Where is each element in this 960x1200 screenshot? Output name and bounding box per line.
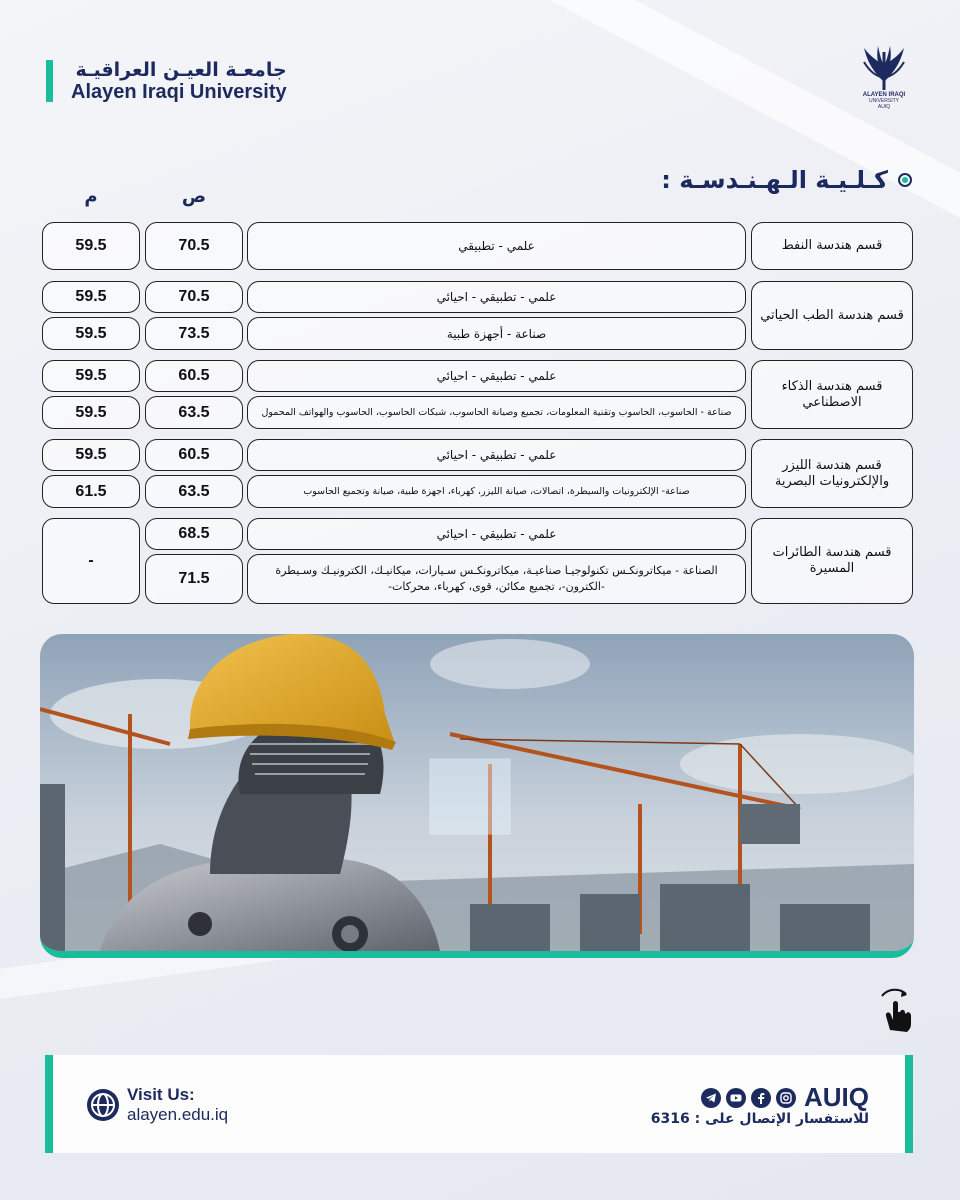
contact-number: للاستفسار الإتصال على : 6316 — [650, 1111, 869, 1127]
admission-track: صناعة - أجهزة طبية — [247, 317, 746, 350]
globe-icon — [86, 1088, 120, 1126]
morning-score: 63.5 — [145, 475, 243, 508]
evening-score: 59.5 — [42, 281, 140, 313]
logo-caption: AUIQ — [877, 104, 891, 110]
evening-score: 59.5 — [42, 360, 140, 392]
admission-track: صناعة - الحاسوب، الحاسوب وتقنية المعلومات، تجميع وصيانة الحاسوب، شبكات الحاسوب، الحاسوب والهواتف المحمول — [247, 396, 746, 429]
logo-caption: ALAYEN IRAQI — [862, 92, 906, 98]
admission-track: علمي - تطبيقي - احيائي — [247, 281, 746, 313]
university-logo — [852, 42, 916, 122]
evening-score: - — [42, 518, 140, 604]
engineering-robot-illustration — [40, 634, 914, 958]
evening-score: 59.5 — [42, 317, 140, 350]
section-title — [661, 166, 912, 194]
bullet-icon — [898, 173, 912, 187]
morning-score: 60.5 — [145, 360, 243, 392]
admission-track: علمي - تطبيقي - احيائي — [247, 518, 746, 550]
morning-column-header: ص — [181, 186, 207, 207]
admission-track: صناعة- الإلكترونيات والسيطرة، اتصالات، صيانة الليزر، كهرباء، اجهزة طبية، صيانة وتجميع الحاسوب — [247, 475, 746, 508]
admission-track: علمي - تطبيقي — [247, 222, 746, 270]
website-link[interactable] — [127, 1085, 228, 1125]
college-title: كـلـيـة الـهـنـدسـة : — [661, 166, 888, 194]
morning-score: 60.5 — [145, 439, 243, 471]
morning-score: 70.5 — [145, 222, 243, 270]
logo-caption: UNIVERSITY — [868, 98, 899, 104]
university-brand — [46, 60, 287, 102]
department-name: قسم هندسة الليزر والإلكترونيات البصرية — [751, 439, 913, 508]
evening-column-header: م — [84, 186, 98, 207]
morning-score: 63.5 — [145, 396, 243, 429]
telegram-icon[interactable] — [701, 1088, 721, 1108]
swipe-hand-icon — [876, 986, 916, 1038]
brand-name-english: Alayen Iraqi University — [71, 81, 287, 103]
instagram-icon[interactable] — [776, 1088, 796, 1108]
website-url[interactable]: alayen.edu.iq — [127, 1105, 229, 1124]
footer-brand: AUIQ — [804, 1082, 869, 1112]
footer-bar — [45, 1055, 913, 1153]
morning-score: 71.5 — [145, 554, 243, 604]
brand-accent-bar — [46, 60, 53, 102]
brand-name-arabic: جامعـة العيـن العراقيـة — [75, 59, 287, 81]
social-row — [696, 1082, 869, 1113]
facebook-icon[interactable] — [751, 1088, 771, 1108]
department-name: قسم هندسة الطائرات المسيرة — [751, 518, 913, 604]
admission-track: الصناعة - ميكاترونكـس تكنولوجيـا صناعيـة، ميكاترونكـس سـيارات، ميكانيـك، الكترونيـك وسـيطرة -الكترون-، تجميع مكائن، قوى، كهرباء، محركات- — [247, 554, 746, 604]
department-name: قسم هندسة الطب الحياتي — [751, 281, 913, 350]
youtube-icon[interactable] — [726, 1088, 746, 1108]
morning-score: 73.5 — [145, 317, 243, 350]
evening-score: 61.5 — [42, 475, 140, 508]
department-name: قسم هندسة النفط — [751, 222, 913, 270]
morning-score: 68.5 — [145, 518, 243, 550]
evening-score: 59.5 — [42, 222, 140, 270]
admission-track: علمي - تطبيقي - احيائي — [247, 439, 746, 471]
evening-score: 59.5 — [42, 396, 140, 429]
admission-track: علمي - تطبيقي - احيائي — [247, 360, 746, 392]
morning-score: 70.5 — [145, 281, 243, 313]
tulip-logo-icon — [856, 42, 912, 92]
evening-score: 59.5 — [42, 439, 140, 471]
visit-label: Visit Us: — [127, 1085, 195, 1104]
department-name: قسم هندسة الذكاء الاصطناعي — [751, 360, 913, 429]
